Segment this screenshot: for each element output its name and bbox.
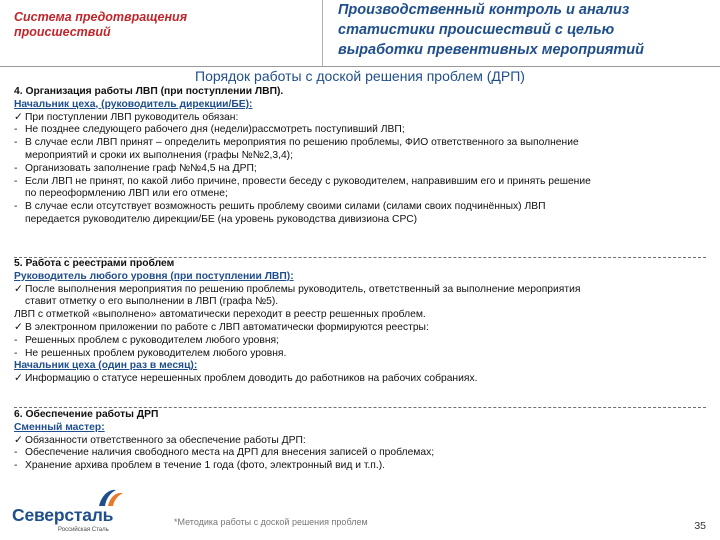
list-item	[14, 284, 706, 297]
list-item-text: Если ЛВП не принят, по какой либо причине, провести беседу с руководителем, направившим его и принять решение	[25, 175, 591, 187]
section-items	[14, 284, 706, 310]
section-items	[14, 373, 706, 386]
dash-marker: -	[14, 137, 18, 149]
slide-title-line: статистики происшествий с целью	[338, 22, 615, 38]
list-item-text: Решенных проблем с руководителем любого уровня;	[25, 334, 279, 346]
section-title: 4. Организация работы ЛВП (при поступлении ЛВП).	[14, 86, 284, 97]
list-item	[14, 150, 706, 163]
slide-title	[338, 0, 720, 60]
list-item-text: мероприятий и сроки их выполнения (графы №№2,3,4);	[25, 149, 293, 161]
section-title: 6. Обеспечение работы ДРП	[14, 409, 159, 420]
list-item-text: При поступлении ЛВП руководитель обязан:	[25, 111, 239, 123]
dash-marker: -	[14, 124, 18, 136]
list-item	[14, 335, 706, 348]
checkmark-icon: ✓	[14, 373, 23, 385]
list-item	[14, 163, 706, 176]
system-title	[14, 10, 224, 40]
list-item	[14, 176, 706, 189]
list-item	[14, 373, 706, 386]
slide-subtitle: Порядок работы с доской решения проблем (ДРП)	[195, 68, 525, 84]
list-item-text: Не позднее следующего рабочего дня (недели)рассмотреть поступивший ЛВП;	[25, 124, 405, 136]
header-divider-vertical	[322, 0, 323, 66]
section-role: Сменный мастер:	[14, 421, 105, 433]
dash-marker: -	[14, 175, 18, 187]
dash-marker: -	[14, 447, 18, 459]
section-role: Начальник цеха (один раз в месяц):	[14, 360, 198, 372]
section-drp-support	[14, 407, 706, 473]
dash-marker: -	[14, 162, 18, 174]
list-item-text: В случае если отсутствует возможность решить проблему своими силами (силами своих подчинённых) ЛВП	[25, 201, 546, 213]
slide-title-line: выработки превентивных мероприятий	[338, 42, 644, 58]
section-items	[14, 112, 706, 227]
logo-tagline: Российская Сталь	[58, 527, 109, 533]
list-item	[14, 201, 706, 214]
list-item-text: В случае если ЛВП принят – определить мероприятия по решению проблемы, ФИО ответственного за выполнение	[25, 137, 579, 149]
page-number: 35	[694, 520, 706, 532]
section-note: ЛВП с отметкой «выполнено» автоматически переходит в реестр решенных проблем.	[14, 309, 426, 321]
list-item-text: Обеспечение наличия свободного места на ДРП для внесения записей о проблемах;	[25, 447, 435, 459]
list-item	[14, 124, 706, 137]
list-item	[14, 137, 706, 150]
dash-marker: -	[14, 334, 18, 346]
checkmark-icon: ✓	[14, 111, 23, 123]
list-item	[14, 112, 706, 125]
list-item-text: Обязанности ответственного за обеспечение работы ДРП:	[25, 434, 306, 446]
list-item-text: Информацию о статусе нерешенных проблем доводить до работников на рабочих собраниях.	[25, 373, 478, 385]
list-item-text: ставит отметку о его выполнении в ЛВП (графа №5).	[25, 296, 279, 308]
list-item-text: Хранение архива проблем в течение 1 года (фото, электронный вид и т.п.).	[25, 460, 385, 472]
checkmark-icon: ✓	[14, 434, 23, 446]
system-title-line: происшествий	[14, 25, 111, 39]
list-item-text: Не решенных проблем руководителем любого уровня.	[25, 347, 287, 359]
section-organization-lvp	[14, 86, 706, 227]
list-item	[14, 447, 706, 460]
list-item-text: В электронном приложении по работе с ЛВП автоматически формируются реестры:	[25, 321, 429, 333]
list-item	[14, 188, 706, 201]
section-role: Начальник цеха, (руководитель дирекции/БЕ):	[14, 98, 253, 110]
list-item-text: передается руководителю дирекции/БЕ (на уровень руководства дивизиона СРС)	[25, 213, 418, 225]
checkmark-icon: ✓	[14, 283, 23, 295]
list-item	[14, 214, 706, 227]
section-problem-registries	[14, 257, 706, 386]
logo-wordmark: Северсталь	[12, 505, 114, 525]
list-item-text: Организовать заполнение граф №№4,5 на ДРП;	[25, 162, 257, 174]
footnote: *Методика работы с доской решения проблем	[174, 517, 368, 527]
dash-marker: -	[14, 201, 18, 213]
list-item	[14, 322, 706, 335]
section-title: 5. Работа с реестрами проблем	[14, 258, 175, 269]
slide-title-line: Производственный контроль и анализ	[338, 2, 630, 18]
section-items	[14, 322, 706, 360]
system-title-line: Система предотвращения	[14, 10, 188, 24]
checkmark-icon: ✓	[14, 321, 23, 333]
list-item-text: После выполнения мероприятия по решению проблемы руководитель, ответственный за выполнение мероприятия	[25, 283, 581, 295]
list-item	[14, 348, 706, 361]
dash-marker: -	[14, 347, 18, 359]
list-item-text: по переоформлению ЛВП или его отмене;	[25, 188, 228, 200]
section-items	[14, 435, 706, 473]
list-item	[14, 460, 706, 473]
dash-marker: -	[14, 460, 18, 472]
list-item	[14, 435, 706, 448]
section-role: Руководитель любого уровня (при поступлении ЛВП):	[14, 270, 294, 282]
list-item	[14, 296, 706, 309]
